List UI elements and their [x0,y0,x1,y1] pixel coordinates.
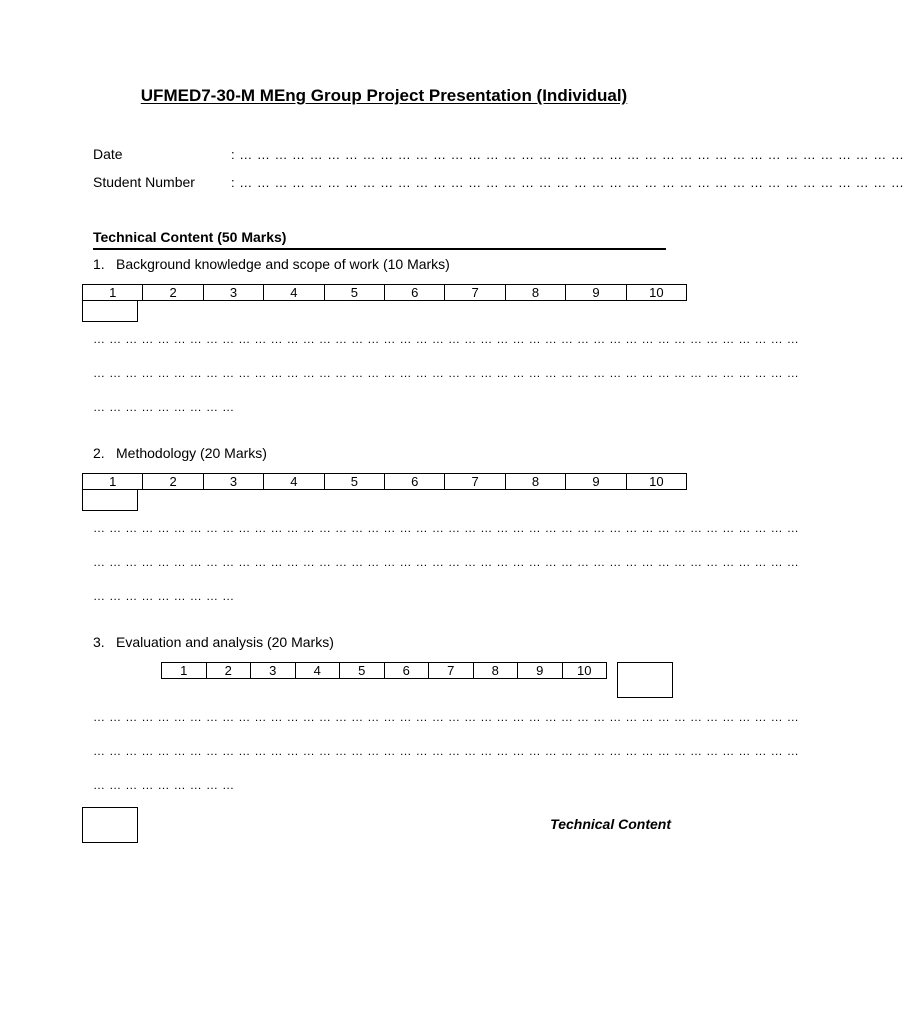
question-2-label [93,445,267,461]
question-3-comment-line-2[interactable]: … … … … … … … … … … … … … … … … … … … … … … … … … … … … … … … … … … … … … … … … … … … … [93,744,800,758]
scale-cell-10[interactable]: 10 [626,285,686,300]
question-2-comment-line-1[interactable]: … … … … … … … … … … … … … … … … … … … … … … … … … … … … … … … … … … … … … … … … … … … … [93,521,800,535]
scale-cell-1[interactable]: 1 [180,663,188,678]
question-3-text: Evaluation and analysis (20 Marks) [116,634,334,650]
question-3-score-box[interactable] [617,662,673,698]
student-number-field[interactable]: : … … … … … … … … … … … … … … … … … … … … … … … … … … … … … … … … … … … … … … [231,175,904,190]
question-2-comment-line-2[interactable]: … … … … … … … … … … … … … … … … … … … … … … … … … … … … … … … … … … … … … … … … … … … … [93,555,800,569]
scale-cell-10[interactable]: 10 [626,474,686,489]
scale-cell-4[interactable]: 4 [295,663,340,678]
scale-cell-9[interactable]: 9 [565,474,625,489]
section-heading: Technical Content (50 Marks) [93,229,666,250]
question-3-comment-line-3[interactable]: … … … … … … … … … [93,778,235,792]
scale-cell-9[interactable]: 9 [517,663,562,678]
scale-cell-5[interactable]: 5 [324,285,384,300]
question-3-scale [161,662,607,679]
question-3-number: 3. [93,634,105,650]
question-2-score-box[interactable] [82,489,138,511]
scale-cell-8[interactable]: 8 [505,285,565,300]
scale-cell-8[interactable]: 8 [473,663,518,678]
scale-cell-3[interactable]: 3 [250,663,295,678]
scale-cell-6[interactable]: 6 [384,474,444,489]
question-1-comment-line-1[interactable]: … … … … … … … … … … … … … … … … … … … … … … … … … … … … … … … … … … … … … … … … … … … … [93,332,800,346]
scale-cell-7[interactable]: 7 [428,663,473,678]
scale-cell-7[interactable]: 7 [444,474,504,489]
question-1-number: 1. [93,256,105,272]
technical-content-total-box[interactable] [82,807,138,843]
question-2-scale [82,473,687,490]
technical-content-total-label: Technical Content [550,816,671,832]
student-number-label: Student Number [93,174,195,190]
question-3-label [93,634,334,650]
scale-cell-1[interactable]: 1 [109,285,117,300]
scale-cell-3[interactable]: 3 [203,285,263,300]
question-1-text: Background knowledge and scope of work (10 Marks) [116,256,450,272]
question-1-comment-line-3[interactable]: … … … … … … … … … [93,400,235,414]
question-2-comment-line-3[interactable]: … … … … … … … … … [93,589,235,603]
question-1-label [93,256,450,272]
scale-cell-7[interactable]: 7 [444,285,504,300]
scale-cell-4[interactable]: 4 [263,285,323,300]
scale-cell-10[interactable]: 10 [562,663,607,678]
scale-cell-2[interactable]: 2 [206,663,251,678]
scale-cell-6[interactable]: 6 [384,285,444,300]
question-3-comment-line-1[interactable]: … … … … … … … … … … … … … … … … … … … … … … … … … … … … … … … … … … … … … … … … … … … … [93,710,800,724]
scale-cell-4[interactable]: 4 [263,474,323,489]
question-1-score-box[interactable] [82,300,138,322]
scale-cell-2[interactable]: 2 [142,474,202,489]
scale-cell-8[interactable]: 8 [505,474,565,489]
question-2-number: 2. [93,445,105,461]
scale-cell-5[interactable]: 5 [339,663,384,678]
date-field[interactable]: : … … … … … … … … … … … … … … … … … … … … … … … … … … … … … … … … … … … … … … [231,147,904,162]
scale-cell-2[interactable]: 2 [142,285,202,300]
scale-cell-6[interactable]: 6 [384,663,429,678]
scale-cell-5[interactable]: 5 [324,474,384,489]
date-label: Date [93,146,123,162]
scale-cell-3[interactable]: 3 [203,474,263,489]
question-2-text: Methodology (20 Marks) [116,445,267,461]
scale-cell-1[interactable]: 1 [109,474,117,489]
scale-cell-9[interactable]: 9 [565,285,625,300]
question-1-scale [82,284,687,301]
question-1-comment-line-2[interactable]: … … … … … … … … … … … … … … … … … … … … … … … … … … … … … … … … … … … … … … … … … … … … [93,366,800,380]
page-title: UFMED7-30-M MEng Group Project Presentation (Individual) [140,86,628,105]
